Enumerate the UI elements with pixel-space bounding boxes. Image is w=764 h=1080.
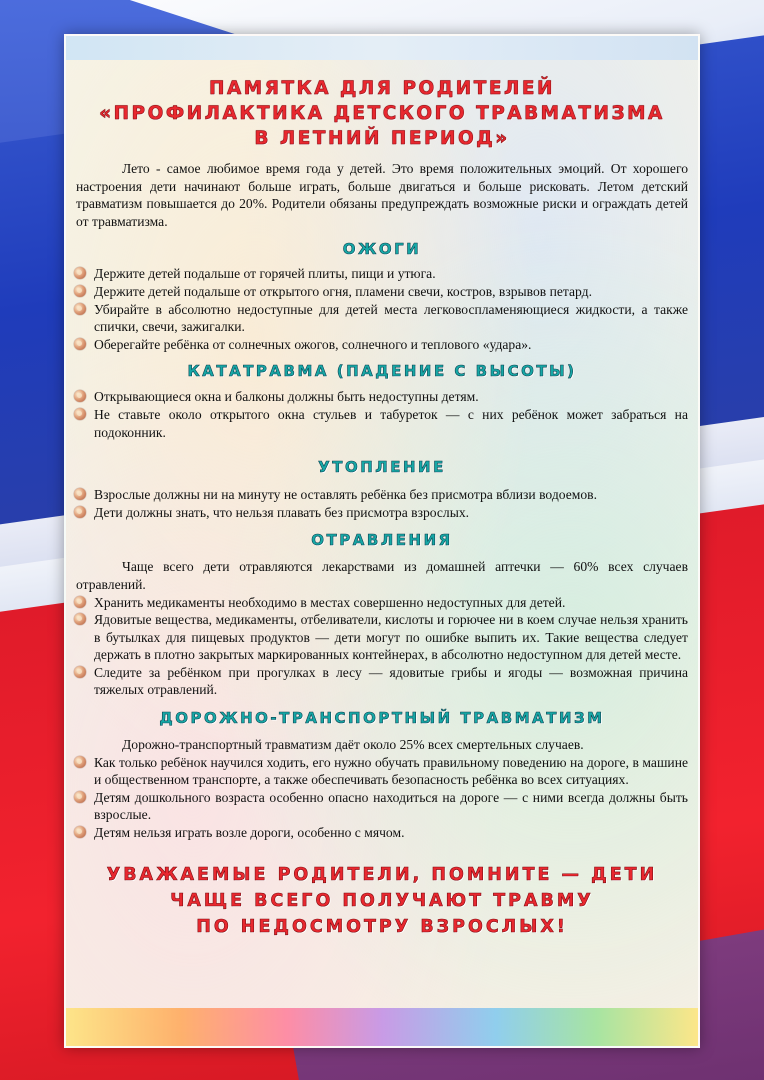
bullet-icon bbox=[74, 506, 86, 518]
final-line-2: ЧАЩЕ ВСЕГО ПОЛУЧАЮТ ТРАВМУ bbox=[170, 890, 594, 911]
list-item: Держите детей подальше от горячей плиты, пищи и утюга. bbox=[74, 265, 690, 283]
list-item: Оберегайте ребёнка от солнечных ожогов, солнечного и теплового «удара». bbox=[74, 336, 690, 354]
page-title bbox=[74, 76, 690, 151]
section-heading-poisoning: ОТРАВЛЕНИЯ bbox=[311, 531, 453, 550]
bullet-icon bbox=[74, 791, 86, 803]
list-item: Ядовитые вещества, медикаменты, отбеливатели, кислоты и горючее ни в коем случае нельзя хранить в бутылках для пищевых продуктов — дети могут по ошибке выпить их. Такие вещества следует держать в плотно закрытых маркированных контейнерах, в абсолютно недоступном для детей месте. bbox=[74, 611, 690, 664]
title-line-3: В ЛЕТНИЙ ПЕРИОД» bbox=[254, 128, 510, 149]
list-item: Открывающиеся окна и балконы должны быть недоступны детям. bbox=[74, 388, 690, 406]
section-heading-traffic: ДОРОЖНО-ТРАНСПОРТНЫЙ ТРАВМАТИЗМ bbox=[159, 709, 605, 728]
list-item: Хранить медикаменты необходимо в местах совершенно недоступных для детей. bbox=[74, 594, 690, 612]
list-item: Как только ребёнок научился ходить, его нужно обучать правильному поведению на дороге, в машине и общественном транспорте, а также обеспечивать безопасность ребёнка во всех ситуациях. bbox=[74, 754, 690, 789]
bullet-icon bbox=[74, 666, 86, 678]
list-item: Не ставьте около открытого окна стульев и табуреток — с них ребёнок может забраться на подоконник. bbox=[74, 406, 690, 441]
poisoning-list bbox=[74, 594, 690, 700]
traffic-list bbox=[74, 754, 690, 842]
falls-list bbox=[74, 388, 690, 441]
list-item: Держите детей подальше от открытого огня, пламени свечи, костров, взрывов петард. bbox=[74, 283, 690, 301]
bullet-icon bbox=[74, 613, 86, 625]
list-item: Дети должны знать, что нельзя плавать без присмотра взрослых. bbox=[74, 504, 690, 522]
bullet-icon bbox=[74, 488, 86, 500]
list-item: Убирайте в абсолютно недоступные для детей места легковоспламеняющиеся жидкости, а также спички, свечи, зажигалки. bbox=[74, 301, 690, 336]
title-line-1: ПАМЯТКА ДЛЯ РОДИТЕЛЕЙ bbox=[209, 78, 555, 99]
bullet-icon bbox=[74, 303, 86, 315]
section-heading-drowning: УТОПЛЕНИЕ bbox=[318, 458, 446, 477]
memo-poster bbox=[64, 34, 700, 1048]
list-item: Детям нельзя играть возле дороги, особенно с мячом. bbox=[74, 824, 690, 842]
section-heading-falls: КАТАТРАВМА (ПАДЕНИЕ С ВЫСОТЫ) bbox=[187, 362, 577, 381]
list-item: Детям дошкольного возраста особенно опасно находиться на дороге — с ними всегда должны быть взрослые. bbox=[74, 789, 690, 824]
title-line-2: «ПРОФИЛАКТИКА ДЕТСКОГО ТРАВМАТИЗМА bbox=[99, 103, 665, 124]
bullet-icon bbox=[74, 826, 86, 838]
bullet-icon bbox=[74, 756, 86, 768]
bullet-icon bbox=[74, 390, 86, 402]
bullet-icon bbox=[74, 267, 86, 279]
list-item: Следите за ребёнком при прогулках в лесу — ядовитые грибы и ягоды — возможная причина тяжелых отравлений. bbox=[74, 664, 690, 699]
list-item: Взрослые должны ни на минуту не оставлять ребёнка без присмотра вблизи водоемов. bbox=[74, 486, 690, 504]
bullet-icon bbox=[74, 596, 86, 608]
traffic-intro: Дорожно-транспортный травматизм даёт около 25% всех смертельных случаев. bbox=[122, 737, 584, 753]
bullet-icon bbox=[74, 338, 86, 350]
section-heading-burns: ОЖОГИ bbox=[342, 240, 422, 259]
intro-paragraph: Лето - самое любимое время года у детей. Это время положительных эмоций. От хорошего настроения дети начинают больше играть, больше двигаться и больше рисковать. Летом детский травматизм повышается до 20%. Родители обязаны предупреждать возможные риски и ограждать детей от травматизма. bbox=[76, 161, 688, 229]
bullet-icon bbox=[74, 408, 86, 420]
poisoning-intro: Чаще всего дети отравляются лекарствами из домашней аптечки — 60% всех случаев отравлений. bbox=[76, 559, 688, 592]
final-warning bbox=[74, 862, 690, 940]
final-line-1: УВАЖАЕМЫЕ РОДИТЕЛИ, ПОМНИТЕ — ДЕТИ bbox=[106, 864, 658, 885]
final-line-3: ПО НЕДОСМОТРУ ВЗРОСЛЫХ! bbox=[196, 916, 568, 937]
poster-content bbox=[66, 36, 698, 1046]
bullet-icon bbox=[74, 285, 86, 297]
burns-list bbox=[74, 265, 690, 353]
drowning-list bbox=[74, 486, 690, 521]
